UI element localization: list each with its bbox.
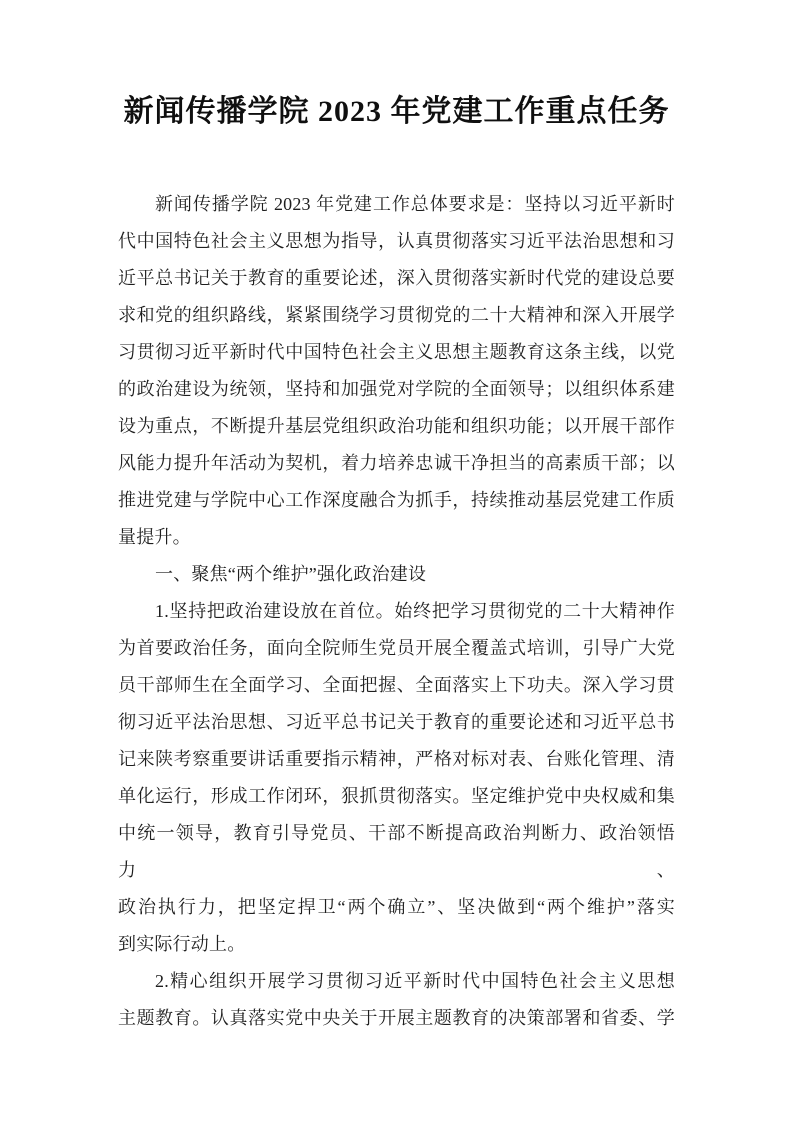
section-heading: 一、聚焦“两个维护”强化政治建设 [155, 564, 427, 584]
text-line: 风能力提升年活动为契机，着力培养忠诚干净担当的高素质干部；以 [118, 453, 675, 473]
text-line: 中统一领导，教育引导党员、干部不断提高政治判断力、政治领悟力、 [118, 823, 675, 880]
text-line: 员干部师生在全面学习、全面把握、全面落实上下功夫。深入学习贯 [118, 675, 675, 695]
text-line: 政治执行力，把坚定捍卫“两个确立”、坚决做到“两个维护”落实 [118, 897, 675, 917]
text-line: 新闻传播学院 2023 年党建工作总体要求是：坚持以习近平新时 [155, 194, 675, 214]
text-line: 2.精心组织开展学习贯彻习近平新时代中国特色社会主义思想 [155, 971, 675, 991]
text-line: 单化运行，形成工作闭环，狠抓贯彻落实。坚定维护党中央权威和集 [118, 786, 675, 806]
text-line: 近平总书记关于教育的重要论述，深入贯彻落实新时代党的建设总要 [118, 268, 675, 288]
text-line: 代中国特色社会主义思想为指导，认真贯彻落实习近平法治思想和习 [118, 231, 675, 251]
text-line: 设为重点，不断提升基层党组织政治功能和组织功能；以开展干部作 [118, 416, 675, 436]
text-line: 主题教育。认真落实党中央关于开展主题教育的决策部署和省委、学 [118, 1008, 675, 1028]
text-line: 1.坚持把政治建设放在首位。始终把学习贯彻党的二十大精神作 [155, 601, 675, 621]
text-line: 的政治建设为统领，坚持和加强党对学院的全面领导；以组织体系建 [118, 379, 675, 399]
text-line: 推进党建与学院中心工作深度融合为抓手，持续推动基层党建工作质 [118, 490, 675, 510]
text-line: 彻习近平法治思想、习近平总书记关于教育的重要论述和习近平总书 [118, 712, 675, 732]
page-title: 新闻传播学院 2023 年党建工作重点任务 [123, 95, 670, 128]
text-line: 为首要政治任务，面向全院师生党员开展全覆盖式培训，引导广大党 [118, 638, 675, 658]
text-line: 量提升。 [118, 527, 191, 547]
text-line: 求和党的组织路线，紧紧围绕学习贯彻党的二十大精神和深入开展学 [118, 305, 675, 325]
text-line: 记来陕考察重要讲话重要指示精神，严格对标对表、台账化管理、清 [118, 749, 675, 769]
text-line: 习贯彻习近平新时代中国特色社会主义思想主题教育这条主线，以党 [118, 342, 675, 362]
text-line: 到实际行动上。 [118, 934, 246, 954]
document-body [118, 186, 675, 1037]
